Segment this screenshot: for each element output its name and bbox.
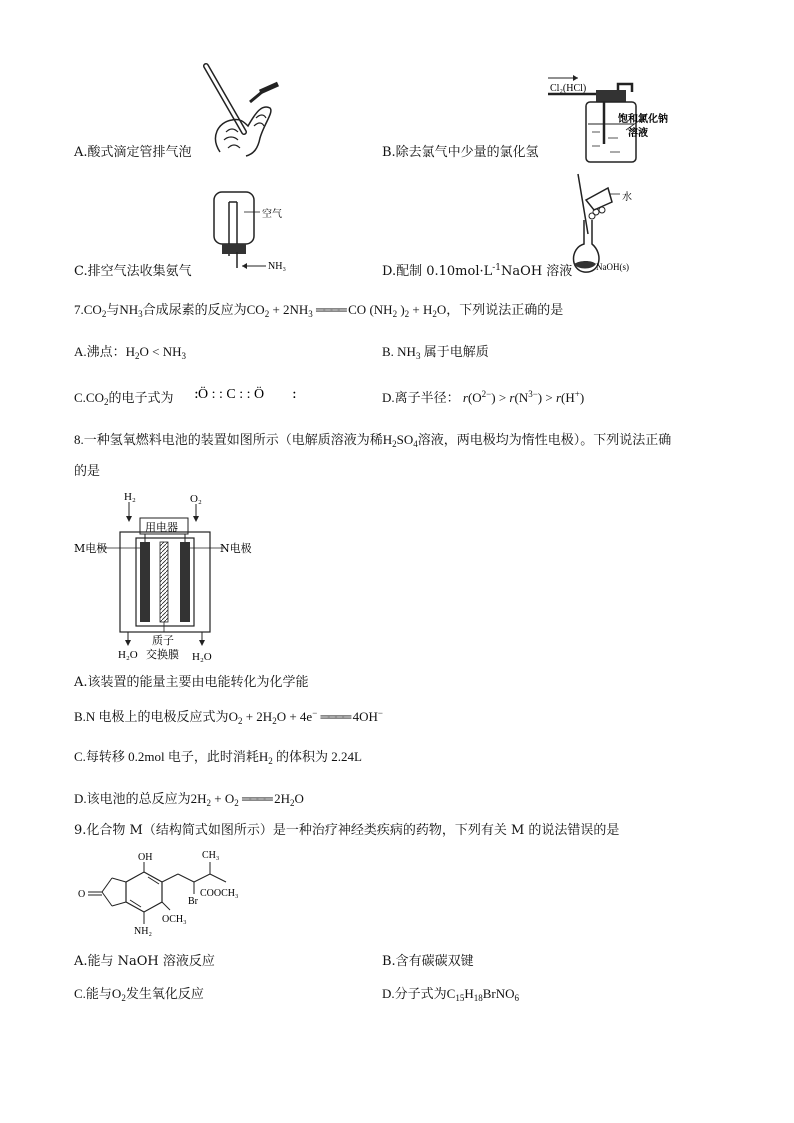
solution-label-1: 饱和氯化钠 bbox=[618, 114, 668, 125]
burette-figure bbox=[200, 62, 290, 157]
q7-option-c: $C.CO_2$的电子式为 bbox=[74, 390, 174, 407]
device-label: 用电器 bbox=[145, 521, 178, 534]
gas-washing-bottle-figure bbox=[548, 72, 668, 167]
m-electrode-label: M电极 bbox=[74, 542, 108, 555]
q7-option-a: A.沸点：$H_2O < NH_3$ bbox=[74, 344, 187, 361]
q8-option-a: A.该装置的能量主要由电能转化为化学能 bbox=[74, 675, 309, 690]
q8-stem-line2: 的是 bbox=[74, 464, 101, 479]
q9-option-b: B.含有碳碳双键 bbox=[382, 954, 474, 969]
volumetric-flask-figure bbox=[566, 170, 656, 280]
q9-option-d: D.分子式为$C_{15}H_{18}BrNO_6$ bbox=[382, 986, 519, 1003]
naoh-label: NaOH(s) bbox=[596, 262, 629, 272]
svg-text:Br: Br bbox=[188, 896, 198, 907]
svg-text:OCH₃: OCH₃ bbox=[162, 914, 187, 925]
q8-stem-line1: 8.一种氢氧燃料电池的装置如图所示（电解质溶液为稀$H_2SO_4$溶液，两电极均为惰性电极）。下列说法正确 bbox=[74, 432, 672, 449]
gas-label-cl2-hcl: Cl₂(HCl) bbox=[550, 83, 587, 94]
svg-text:NH₂: NH₂ bbox=[134, 926, 152, 937]
q6-option-d: D.配制 $0.10mol\cdot L^{-1}NaOH$ 溶液 bbox=[382, 263, 573, 279]
q6-option-a: A.酸式滴定管排气泡 bbox=[74, 145, 192, 160]
q9-option-a: A.能与 NaOH 溶液反应 bbox=[74, 954, 215, 969]
membrane-label-2: 交换膜 bbox=[146, 648, 179, 661]
q9-stem: 9.化合物 M（结构简式如图所示）是一种治疗神经类疾病的药物，下列有关 M 的说法错误的是 bbox=[74, 823, 620, 838]
compound-m-structure bbox=[78, 848, 268, 938]
water-label: 水 bbox=[622, 192, 632, 203]
svg-text:Ö : : C : : Ö: Ö : : C : : Ö bbox=[198, 387, 265, 402]
gas-collecting-bottle-figure bbox=[210, 190, 300, 270]
svg-text::: : bbox=[292, 386, 297, 402]
o2-label: O₂ bbox=[190, 493, 202, 505]
nh3-label: NH₃ bbox=[268, 261, 286, 272]
q6-option-c: C.排空气法收集氨气 bbox=[74, 264, 192, 279]
n-electrode-label: N电极 bbox=[220, 542, 252, 555]
svg-text:COOCH₃: COOCH₃ bbox=[200, 888, 239, 899]
solution-label-2: 溶液 bbox=[628, 128, 648, 139]
svg-text:CH₃: CH₃ bbox=[202, 850, 220, 861]
svg-text:OH: OH bbox=[138, 852, 153, 863]
membrane-label-1: 质子 bbox=[152, 634, 174, 647]
q8-option-c: C.每转移 0.2mol 电子，此时消耗$H_2$ 的体积为 2.24L bbox=[74, 749, 362, 766]
h2-label: H₂ bbox=[124, 491, 136, 503]
air-label: 空气 bbox=[262, 209, 282, 220]
h2o-left-label: H₂O bbox=[118, 649, 138, 661]
q7-option-d: D.离子半径： $r(O^{2-}) > r(N^{3-}) > r(H^+)$ bbox=[382, 389, 585, 405]
svg-text::: : bbox=[194, 386, 199, 402]
fuel-cell-figure bbox=[74, 488, 264, 663]
q6-option-b: B.除去氯气中少量的氯化氢 bbox=[382, 145, 539, 160]
q7-option-b: B. $NH_3$ 属于电解质 bbox=[382, 344, 489, 361]
q8-option-d: D.该电池的总反应为$2H_2 + O_2$ ════ $2H_2O$ bbox=[74, 791, 304, 808]
svg-text:O: O bbox=[78, 889, 86, 900]
q8-option-b: B.N 电极上的电极反应式为$O_2 + 2H_2O + 4e^-$ ════ 4OH− bbox=[74, 708, 383, 726]
co2-electron-formula bbox=[194, 378, 304, 402]
q7-stem: $7.CO_2$与$NH_3$合成尿素的反应为$CO_2 + 2NH_3$ ════ CO ($NH_2$ )$_2 + H_2O$，下列说法正确的是 bbox=[74, 302, 564, 319]
q9-option-c: C.能与$O_2$发生氧化反应 bbox=[74, 986, 204, 1003]
h2o-right-label: H₂O bbox=[192, 651, 212, 663]
